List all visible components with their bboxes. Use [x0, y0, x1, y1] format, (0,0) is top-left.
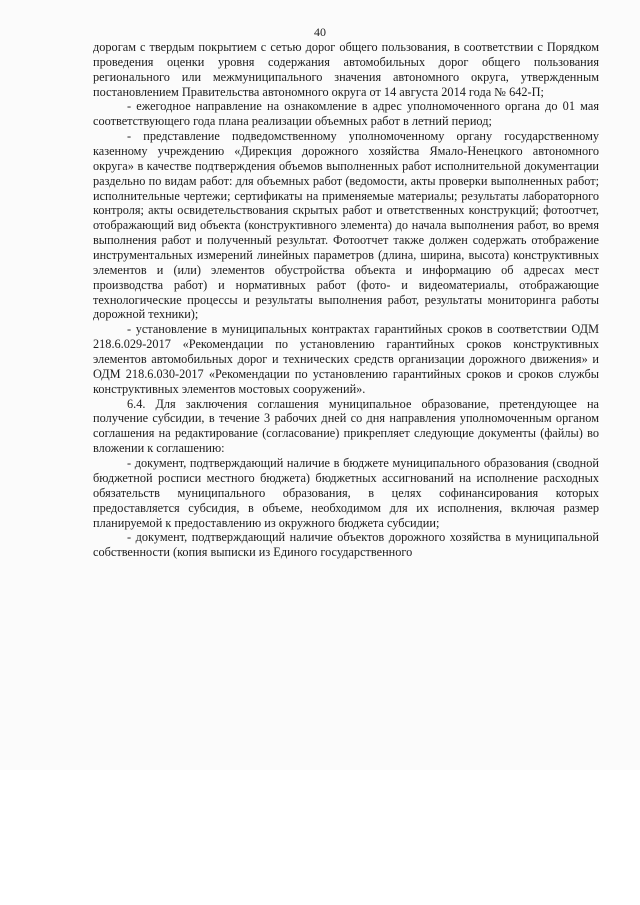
paragraph-road-assessment: дорогам с твердым покрытием с сетью дорог общего пользования, в соответствии с Порядком проведения оценки уровня содержания автомобильных дорог общего пользования регионального или межмуниципального значения автономного округа, утвержденным постановлением Правительства автономного округа от 14 августа 2014 года № 642-П; [93, 40, 599, 99]
paragraph-annual-plan: - ежегодное направление на ознакомление в адрес уполномоченного органа до 01 мая соответствующего года плана реализации объемных работ в летний период; [93, 99, 599, 129]
paragraph-executive-documentation: - представление подведомственному уполномоченному органу государственному казенному учреждению «Дирекция дорожного хозяйства Ямало-Ненецкого автономного округа» в качестве подтверждения объемов выполненных работ исполнительной документации раздельно по видам работ: для объемных работ (ведомости, акты проверки выполненных работ; исполнительные чертежи; сертификаты на применяемые материалы; результаты лабораторного контроля; акты освидетельствования скрытых работ и ответственных конструкций; фотоотчет, отображающий вид объекта (конструктивного элемента) до начала выполнения работ, во время выполнения работ и полученный результат. Фотоотчет также должен содержать отображение инструментальных измерений линейных параметров (длина, ширина, высота) конструктивных элементов и (или) элементов обустройства объекта и информацию об адресах мест производства работ) и нормативных работ (фото- и видеоматериалы, отображающие технологические процессы и результаты выполнения работ, результаты мониторинга работы дорожной техники); [93, 129, 599, 322]
paragraph-budget-document: - документ, подтверждающий наличие в бюджете муниципального образования (сводной бюджетной росписи местного бюджета) бюджетных ассигнований на исполнение расходных обязательств муниципального образования, в целях софинансирования которых предоставляется субсидия, в объеме, необходимом для их исполнения, включая размер планируемой к предоставлению из окружного бюджета субсидии; [93, 456, 599, 530]
paragraph-section-6-4: 6.4. Для заключения соглашения муниципальное образование, претендующее на получение субсидии, в течение 3 рабочих дней со дня направления уполномоченным органом соглашения на редактирование (согласование) прикрепляет следующие документы (файлы) во вложении к соглашению: [93, 396, 599, 456]
page-body [93, 40, 599, 560]
page-number: 40 [314, 25, 326, 39]
blank-area [0, 770, 640, 905]
paragraph-property-document: - документ, подтверждающий наличие объектов дорожного хозяйства в муниципальной собственности (копия выписки из Единого государственного [93, 530, 599, 560]
paragraph-warranty-periods: - установление в муниципальных контрактах гарантийных сроков в соответствии ОДМ 218.6.029-2017 «Рекомендации по установлению гарантийных сроков конструктивных элементов автомобильных дорог и технических средств организации дорожного движения» и ОДМ 218.6.030-2017 «Рекомендации по установлению гарантийных сроков и сроков службы конструктивных элементов мостовых сооружений». [93, 322, 599, 396]
